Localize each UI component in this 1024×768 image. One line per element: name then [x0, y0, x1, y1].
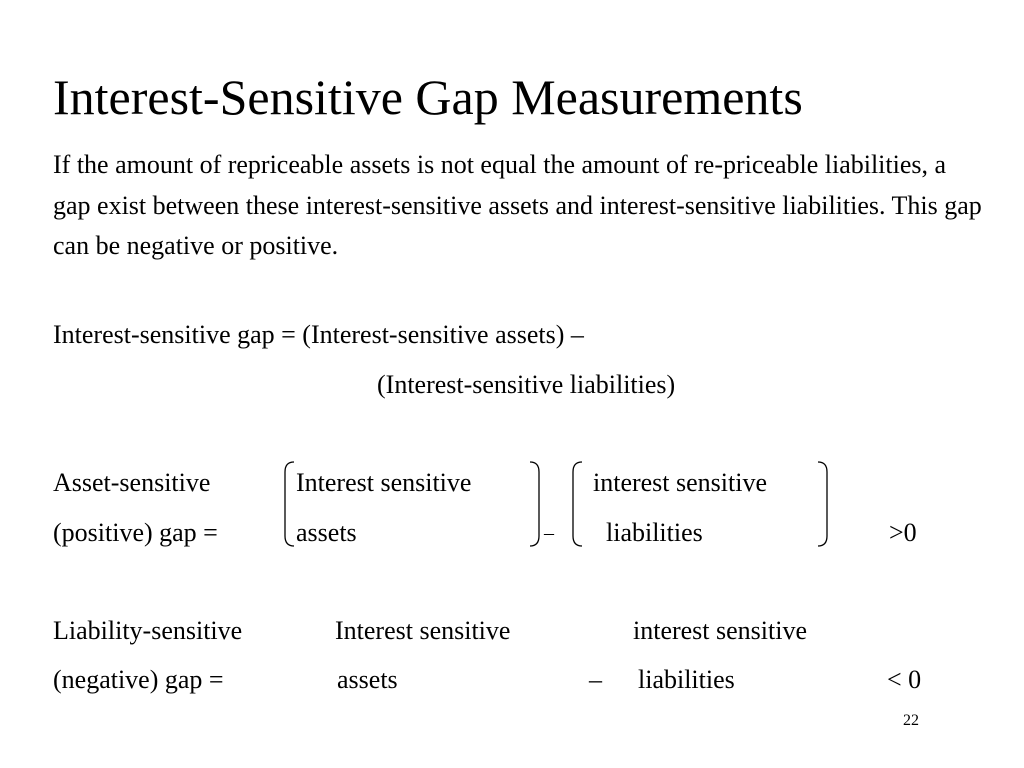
- liability-sensitive-label: Liability-sensitive: [53, 616, 243, 645]
- left-bracket-2: [570, 460, 584, 548]
- liability-minus-sign: –: [589, 665, 602, 694]
- liability-col2-bottom: liabilities: [638, 665, 735, 694]
- formula-line-2: (Interest-sensitive liabilities): [377, 370, 676, 399]
- page-number: 22: [903, 712, 919, 729]
- liability-result: < 0: [887, 665, 922, 694]
- asset-col2-bottom: liabilities: [606, 518, 703, 547]
- negative-gap-label: (negative) gap =: [53, 665, 224, 694]
- left-bracket-1: [282, 460, 296, 548]
- asset-col1-bottom: assets: [296, 518, 357, 547]
- slide-title: Interest-Sensitive Gap Measurements: [53, 69, 803, 125]
- intro-paragraph: If the amount of repriceable assets is not equal the amount of re-priceable liabilities, a gap exist between these interest-sensitive assets and interest-sensitive liabilities. This gap can be negative or positive.: [53, 150, 982, 260]
- positive-gap-label: (positive) gap =: [53, 518, 218, 547]
- right-bracket-1: [528, 460, 542, 548]
- asset-col1-top: Interest sensitive: [296, 468, 472, 497]
- liability-col1-top: Interest sensitive: [335, 616, 511, 645]
- liability-col2-top: interest sensitive: [633, 616, 808, 645]
- formula-line-1: Interest-sensitive gap = (Interest-sensitive assets) –: [53, 320, 584, 349]
- asset-result: >0: [889, 518, 917, 547]
- right-bracket-2: [816, 460, 830, 548]
- liability-col1-bottom: assets: [337, 665, 398, 694]
- asset-sensitive-label: Asset-sensitive: [53, 468, 211, 497]
- asset-col2-top: interest sensitive: [593, 468, 768, 497]
- asset-minus-sign: –: [544, 522, 554, 544]
